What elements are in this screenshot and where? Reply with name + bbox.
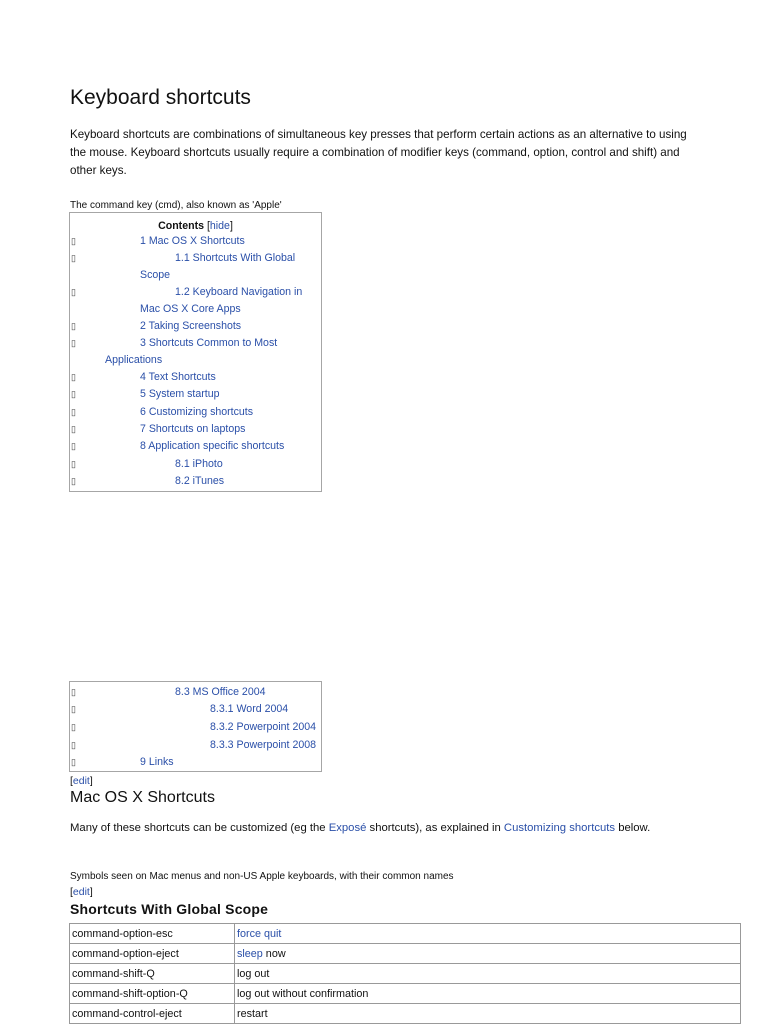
- para-text: shortcuts), as explained in: [366, 822, 504, 834]
- toc-link[interactable]: 1 Mac OS X Shortcuts: [140, 235, 245, 247]
- toc-link[interactable]: 6 Customizing shortcuts: [140, 406, 254, 418]
- table-of-contents: [69, 212, 322, 492]
- toc-link[interactable]: 8.3 MS Office 2004: [175, 686, 266, 698]
- bullet-icon: ▯: [71, 287, 76, 297]
- toc-link[interactable]: 5 System startup: [140, 388, 220, 400]
- bullet-icon: ▯: [71, 253, 76, 263]
- toc-link-continued[interactable]: Scope: [140, 269, 171, 281]
- toc-link-continued[interactable]: Mac OS X Core Apps: [140, 303, 241, 315]
- shortcut-keys: command-option-esc: [70, 924, 235, 944]
- table-row: [70, 944, 741, 964]
- table-row: [70, 964, 741, 984]
- toc-link[interactable]: 2 Taking Screenshots: [140, 320, 242, 332]
- bullet-icon: ▯: [71, 372, 76, 382]
- shortcut-keys: command-shift-Q: [70, 964, 235, 984]
- image-caption: The command key (cmd), also known as 'Apple': [70, 200, 282, 211]
- toc-link[interactable]: 8.2 iTunes: [175, 475, 225, 487]
- toc-link[interactable]: 8 Application specific shortcuts: [140, 440, 285, 452]
- toc-link[interactable]: 4 Text Shortcuts: [140, 371, 216, 383]
- edit-section-mac[interactable]: [edit]: [70, 775, 93, 787]
- toc-link[interactable]: 1.1 Shortcuts With Global: [175, 252, 296, 264]
- action-text: restart: [237, 1007, 268, 1020]
- bullet-icon: ▯: [71, 459, 76, 469]
- bullet-icon: ▯: [71, 441, 76, 451]
- bullet-icon: ▯: [71, 757, 76, 767]
- action-text: log out: [237, 967, 270, 980]
- shortcut-action: [235, 964, 741, 984]
- shortcuts-table: [69, 923, 741, 1024]
- shortcut-keys: command-shift-option-Q: [70, 984, 235, 1004]
- edit-link[interactable]: edit: [72, 775, 90, 787]
- toc-hide-link[interactable]: hide: [209, 220, 230, 232]
- expose-link[interactable]: Exposé: [328, 822, 367, 834]
- table-row: [70, 984, 741, 1004]
- action-text: log out without confirmation: [237, 987, 369, 1000]
- bullet-icon: ▯: [71, 338, 76, 348]
- bullet-icon: ▯: [71, 687, 76, 697]
- shortcut-action: [235, 984, 741, 1004]
- bullet-icon: ▯: [71, 424, 76, 434]
- symbols-caption: Symbols seen on Mac menus and non-US Apple keyboards, with their common names: [70, 871, 454, 882]
- section-heading-global-scope: Shortcuts With Global Scope: [70, 901, 269, 917]
- shortcut-action: [235, 944, 741, 964]
- toc-link-continued[interactable]: Applications: [105, 354, 163, 366]
- bullet-icon: ▯: [71, 476, 76, 486]
- toc-title: Contents: [158, 220, 204, 232]
- intro-paragraph: Keyboard shortcuts are combinations of simultaneous key presses that perform certain actions as an alternative to using the mouse. Keyboard shortcuts usually require a combination of modifier keys (command, option, control and shift) and other keys.: [70, 128, 687, 177]
- table-row: [70, 1004, 741, 1024]
- section-heading-mac-os-x: Mac OS X Shortcuts: [70, 789, 215, 806]
- para-text: Many of these shortcuts can be customized (eg the: [70, 822, 329, 834]
- customizing-shortcuts-link[interactable]: Customizing shortcuts: [503, 822, 616, 834]
- para-text: below.: [615, 822, 651, 834]
- bullet-icon: ▯: [71, 740, 76, 750]
- shortcut-keys: command-control-eject: [70, 1004, 235, 1024]
- toc-link[interactable]: 9 Links: [140, 756, 174, 768]
- edit-section-global[interactable]: [edit]: [70, 886, 93, 898]
- shortcut-action: [235, 924, 741, 944]
- bullet-icon: ▯: [71, 704, 76, 714]
- toc-link[interactable]: 8.1 iPhoto: [175, 458, 223, 470]
- toc-link[interactable]: 1.2 Keyboard Navigation in: [175, 286, 303, 298]
- action-text: now: [262, 947, 286, 960]
- bullet-icon: ▯: [71, 407, 76, 417]
- toc-link[interactable]: 8.3.2 Powerpoint 2004: [210, 721, 317, 733]
- edit-link[interactable]: edit: [72, 886, 90, 898]
- bullet-icon: ▯: [71, 236, 76, 246]
- toc-link[interactable]: 3 Shortcuts Common to Most: [140, 337, 278, 349]
- toc-hide-toggle[interactable]: [hide]: [206, 220, 233, 232]
- table-of-contents-continued: [69, 681, 322, 772]
- bullet-icon: ▯: [71, 389, 76, 399]
- bullet-icon: ▯: [71, 722, 76, 732]
- page-title: Keyboard shortcuts: [70, 86, 251, 109]
- section-intro: [70, 822, 650, 834]
- toc-link[interactable]: 8.3.1 Word 2004: [210, 703, 289, 715]
- shortcut-keys: command-option-eject: [70, 944, 235, 964]
- table-row: [70, 924, 741, 944]
- bullet-icon: ▯: [71, 321, 76, 331]
- toc-link[interactable]: 8.3.3 Powerpoint 2008: [210, 739, 317, 751]
- action-link[interactable]: sleep: [237, 947, 263, 960]
- shortcut-action: [235, 1004, 741, 1024]
- toc-link[interactable]: 7 Shortcuts on laptops: [140, 423, 246, 435]
- action-link[interactable]: force quit: [237, 927, 282, 940]
